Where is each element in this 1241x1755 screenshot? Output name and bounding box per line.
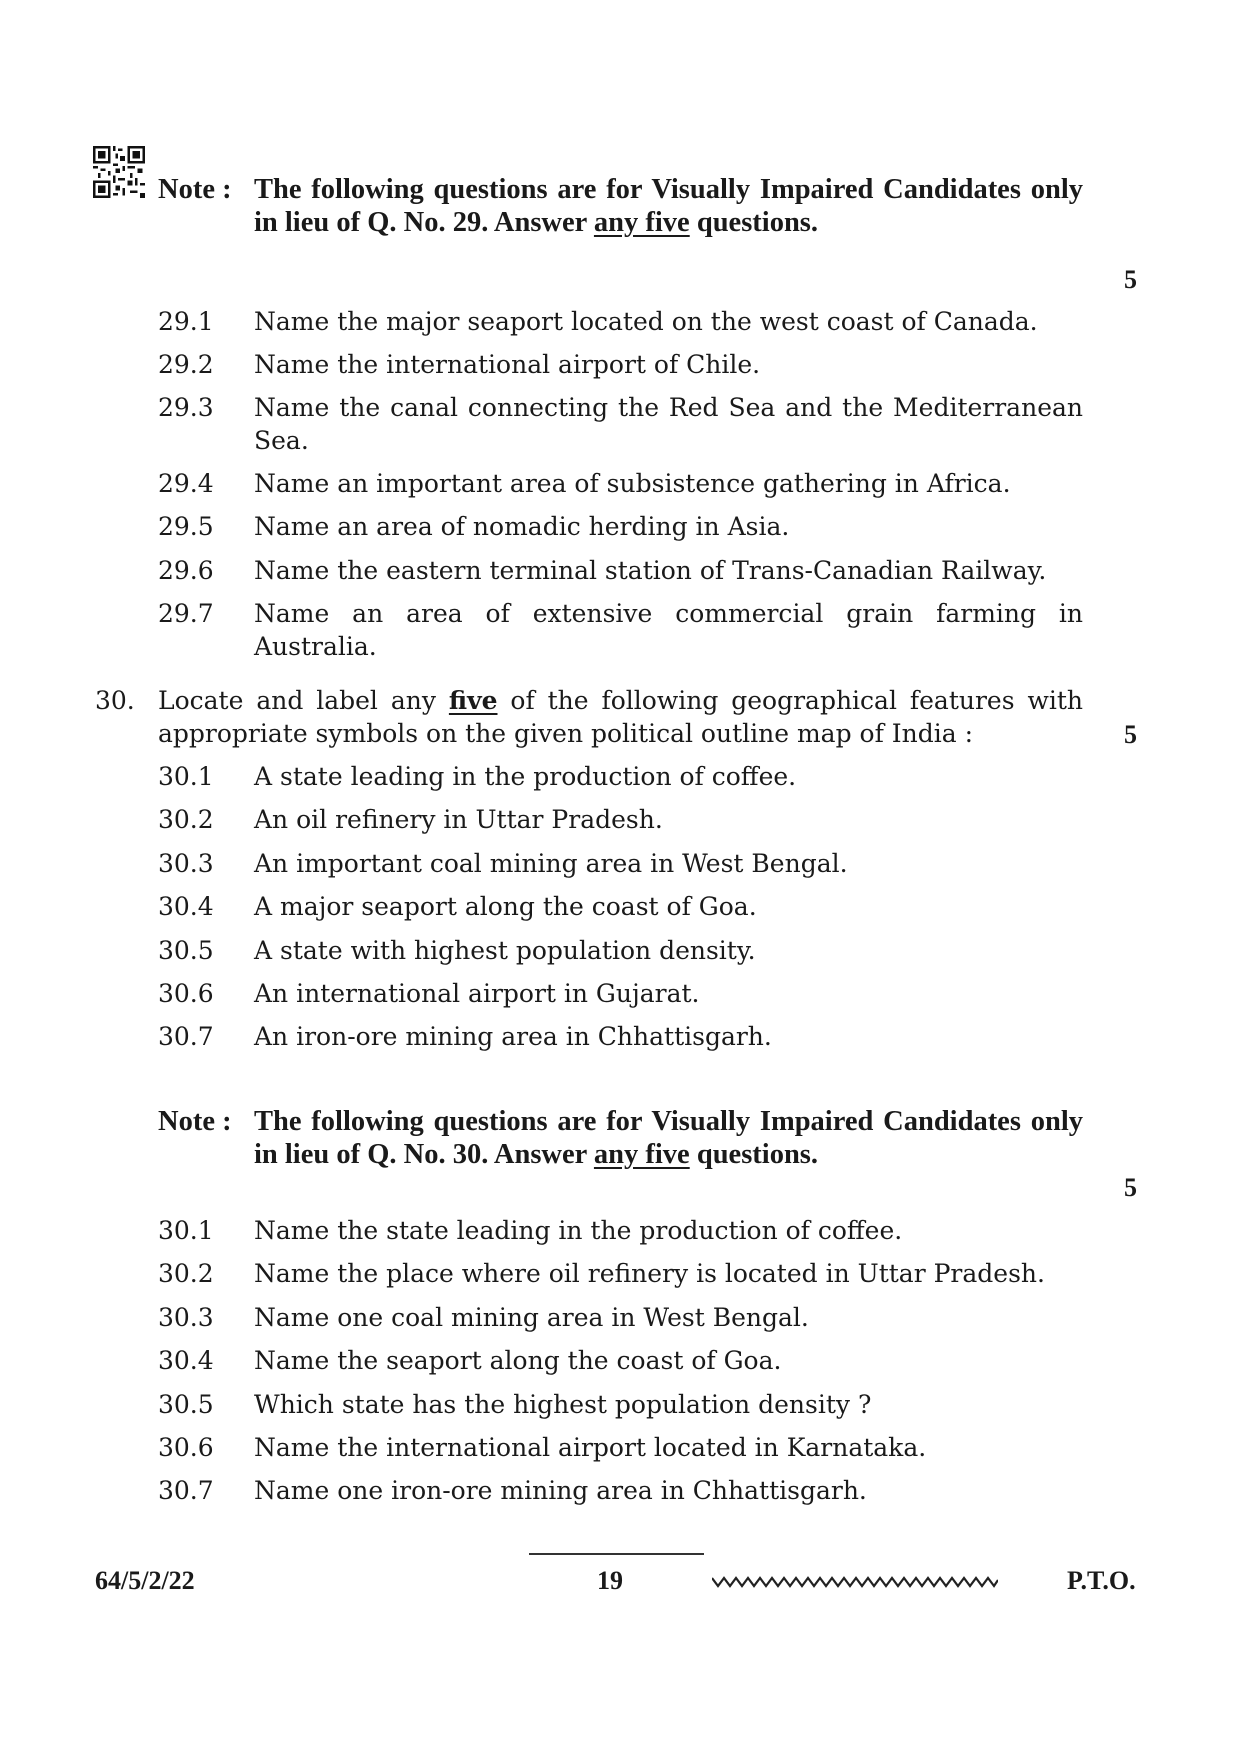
- note-text: The following questions are for Visually Impaired Candidates only in lieu of Q. No. 30. Answer any five questions.: [254, 1106, 1083, 1170]
- question-item: 30.4 A major seaport along the coast of Goa.: [158, 892, 757, 921]
- question-item: 30.2 Name the place where oil refinery is located in Uttar Pradesh.: [158, 1259, 1045, 1288]
- question-item: 29.5 Name an area of nomadic herding in Asia.: [158, 512, 790, 541]
- note-label: Note :: [158, 1106, 232, 1137]
- question-number: 30.: [95, 686, 135, 715]
- question-item: 30.3 Name one coal mining area in West Bengal.: [158, 1303, 809, 1332]
- question-item: 30.1 A state leading in the production of coffee.: [158, 762, 797, 791]
- marks-note2: 5: [1124, 1173, 1137, 1202]
- question-item: 30.4 Name the seaport along the coast of Goa.: [158, 1346, 782, 1375]
- note-label: Note :: [158, 174, 232, 205]
- marks-q30: 5: [1124, 720, 1137, 749]
- paper-code: 64/5/2/22: [95, 1566, 195, 1595]
- question-item: 30.6 An international airport in Gujarat.: [158, 979, 700, 1008]
- question-item: 30.1 Name the state leading in the production of coffee.: [158, 1216, 903, 1245]
- question-item: 30.3 An important coal mining area in West Bengal.: [158, 849, 848, 878]
- footer-divider: [529, 1553, 704, 1555]
- question-text: Locate and label any five of the following geographical features with appropriate symbols on the given political outline map of India :: [158, 686, 1083, 748]
- question-item: 30.7 An iron-ore mining area in Chhattisgarh.: [158, 1022, 772, 1051]
- note-visually-impaired-q30: [158, 1106, 1083, 1171]
- question-item: 30.5 A state with highest population density.: [158, 936, 756, 965]
- question-item: 29.1 Name the major seaport located on the west coast of Canada.: [158, 307, 1038, 336]
- please-turn-over: P.T.O.: [1067, 1566, 1136, 1595]
- note-text: The following questions are for Visually Impaired Candidates only in lieu of Q. No. 29. Answer any five questions.: [254, 174, 1083, 238]
- question-item: 30.2 An oil refinery in Uttar Pradesh.: [158, 805, 663, 834]
- question-item: 29.4 Name an important area of subsistence gathering in Africa.: [158, 469, 1011, 498]
- question-item: 30.7 Name one iron-ore mining area in Chhattisgarh.: [158, 1476, 867, 1505]
- wave-line-icon: [712, 1574, 998, 1590]
- marks-note1: 5: [1124, 265, 1137, 294]
- question-item: 29.2 Name the international airport of Chile.: [158, 350, 761, 379]
- page-number: 19: [597, 1566, 623, 1595]
- question-item: 30.5 Which state has the highest population density ?: [158, 1390, 872, 1419]
- question-item: 29.6 Name the eastern terminal station of Trans-Canadian Railway.: [158, 556, 1047, 585]
- qr-code-icon: [93, 146, 145, 198]
- note-visually-impaired-q29: [158, 174, 1083, 239]
- question-item: 29.3 Name the canal connecting the Red Sea and the Mediterranean Sea.: [158, 393, 1083, 455]
- question-30: [95, 685, 1083, 750]
- question-item: 30.6 Name the international airport located in Karnataka.: [158, 1433, 927, 1462]
- question-item: 29.7 Name an area of extensive commercial grain farming in Australia.: [158, 599, 1083, 661]
